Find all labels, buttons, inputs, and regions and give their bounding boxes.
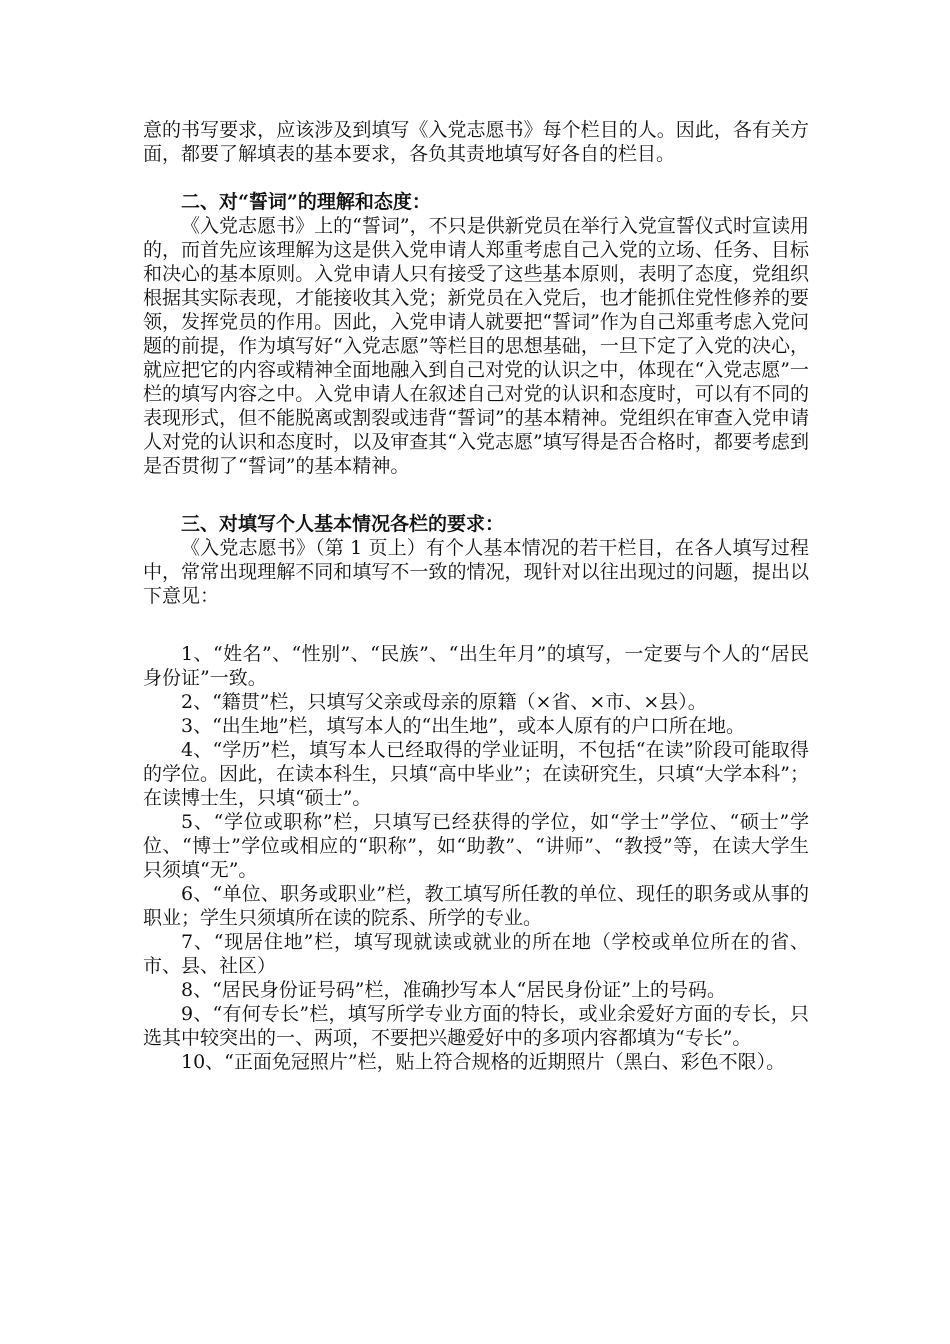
list-item-10: 10、“正面免冠照片”栏，贴上符合规格的近期照片（黑白、彩色不限）。 [181,1051,786,1073]
paragraph-spacer [143,166,809,190]
document-page [143,118,809,1074]
section-2-heading: 二、对“誓词”的理解和态度： [181,191,431,213]
list-item-1: 1、“姓名”、“性别”、“民族”、“出生年月”的填写，一定要与个人的“居民身份证”一致。 [143,643,809,689]
list-item-9: 9、“有何专长”栏，填写所学专业方面的特长，或业余爱好方面的专长，只选其中较突出的一、两项，不要把兴趣爱好中的多项内容都填为“专长”。 [143,1003,809,1049]
list-item-8: 8、“居民身份证号码”栏，准确抄写本人“居民身份证”上的号码。 [181,979,726,1001]
list-item-2: 2、“籍贯”栏，只填写父亲或母亲的原籍（×省、×市、×县）。 [181,691,707,713]
list-item-7: 7、“现居住地”栏，填写现就读或就业的所在地（学校或单位所在的省、市、县、社区） [143,931,809,977]
paragraph-spacer [143,478,809,512]
section-3-heading: 三、对填写个人基本情况各栏的要求： [181,513,505,535]
list-item-3: 3、“出生地”栏，填写本人的“出生地”，或本人原有的户口所在地。 [181,715,745,737]
list-item-6: 6、“单位、职务或职业”栏，教工填写所任教的单位、现任的职务或从事的职业；学生只须填所在读的院系、所学的专业。 [143,883,809,929]
section-3-intro: 《入党志愿书》（第 1 页上）有个人基本情况的若干栏目，在各人填写过程中，常常出现理解不同和填写不一致的情况，现针对以往出现过的问题，提出以下意见： [143,537,809,607]
section-2-body: 《入党志愿书》上的“誓词”，不只是供新党员在举行入党宣誓仪式时宣读用的，而首先应该理解为这是供入党申请人郑重考虑自己入党的立场、任务、目标和决心的基本原则。入党申请人只有接受了这些基本原则，表明了态度，党组织根据其实际表现，才能接收其入党；新党员在入党后，也才能抓住党性修养的要领，发挥党员的作用。因此，入党申请人就要把“誓词”作为自己郑重考虑入党问题的前提，作为填写好“入党志愿”等栏目的思想基础，一旦下定了入党的决心，就应把它的内容或精神全面地融入到自己对党的认识之中，体现在“入党志愿”一栏的填写内容之中。入党申请人在叙述自己对党的认识和态度时，可以有不同的表现形式，但不能脱离或割裂或违背“誓词”的基本精神。党组织在审查入党申请人对党的认识和态度时，以及审查其“入党志愿”填写得是否合格时，都要考虑到是否贯彻了“誓词”的基本精神。 [143,215,809,477]
intro-continuation-paragraph: 意的书写要求，应该涉及到填写《入党志愿书》每个栏目的人。因此，各有关方面，都要了解填表的基本要求，各负其责地填写好各自的栏目。 [143,119,809,165]
paragraph-spacer [143,608,809,642]
list-item-5: 5、“学位或职称”栏，只填写已经获得的学位，如“学士”学位、“硕士”学位、“博士”学位或相应的“职称”，如“助教”、“讲师”、“教授”等，在读大学生只须填“无”。 [143,811,809,881]
list-item-4: 4、“学历”栏，填写本人已经取得的学业证明，不包括“在读”阶段可能取得的学位。因此，在读本科生，只填“高中毕业”；在读研究生，只填“大学本科”；在读博士生，只填“硕士”。 [143,739,809,809]
